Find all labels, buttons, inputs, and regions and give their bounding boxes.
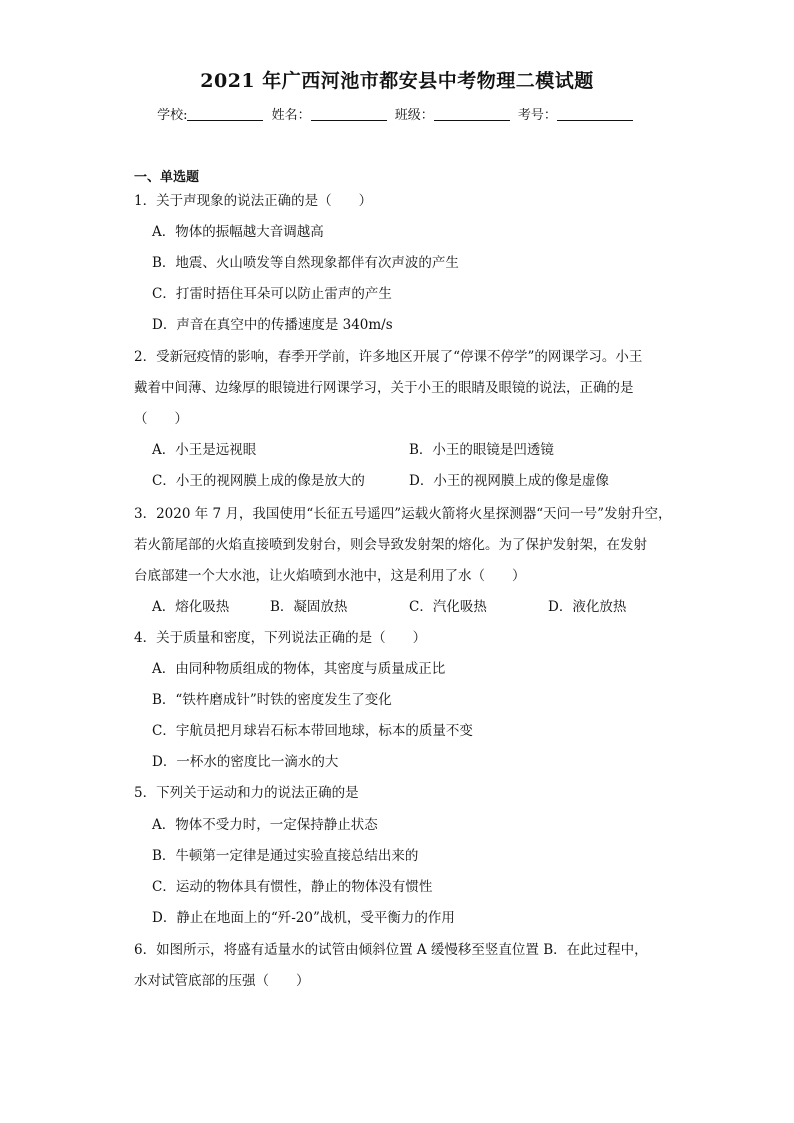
question-2-option-b: B．小王的眼镜是凹透镜 [409,442,554,458]
question-2-option-a: A．小王是远视眼 [152,442,257,458]
name-label: 姓名： [271,108,311,123]
question-6-stem-line-1: 6．如图所示，将盛有适量水的试管由倾斜位置 A 缓慢移至竖直位置 B．在此过程中， [134,942,648,958]
number-blank[interactable] [557,107,633,121]
question-2-option-d: D．小王的视网膜上成的像是虚像 [409,473,609,489]
question-4-option-d: D．一杯水的密度比一滴水的大 [152,754,339,770]
question-3-stem-line-2: 若火箭尾部的火焰直接喷到发射台，则会导致发射架的熔化。为了保护发射架，在发射 [134,537,647,553]
school-blank[interactable] [187,107,263,121]
question-4-option-c: C．宇航员把月球岩石标本带回地球，标本的质量不变 [152,723,473,739]
question-2-option-c: C．小王的视网膜上成的像是放大的 [152,473,365,489]
question-3-option-d: D．液化放热 [548,599,627,615]
question-4-stem: 4．关于质量和密度，下列说法正确的是（ ） [134,630,427,646]
student-info-row [0,104,794,123]
question-5-option-a: A．物体不受力时，一定保持静止状态 [152,817,378,833]
class-label: 班级： [394,108,434,123]
name-blank[interactable] [311,107,387,121]
question-5-option-c: C．运动的物体具有惯性，静止的物体没有惯性 [152,879,433,895]
question-2-stem-line-2: 戴着中间薄、边缘厚的眼镜进行网课学习，关于小王的眼睛及眼镜的说法，正确的是 [134,380,634,396]
question-5-option-b: B．牛顿第一定律是通过实验直接总结出来的 [152,848,419,864]
question-1-option-b: B．地震、火山喷发等自然现象都伴有次声波的产生 [152,255,459,271]
question-1-option-a: A．物体的振幅越大音调越高 [152,224,324,240]
question-2-stem-line-3: （ ） [134,411,188,427]
question-5-option-d: D．静止在地面上的“歼-20”战机，受平衡力的作用 [152,910,455,926]
question-4-option-b: B．“铁杵磨成针”时铁的密度发生了变化 [152,692,392,708]
question-1-option-c: C．打雷时捂住耳朵可以防止雷声的产生 [152,286,392,302]
question-1-option-d: D．声音在真空中的传播速度是 340m/s [152,317,393,333]
question-4-option-a: A．由同种物质组成的物体，其密度与质量成正比 [152,661,446,677]
question-3-option-a: A．熔化吸热 [152,599,230,615]
question-3-stem-line-1: 3．2020 年 7 月，我国使用“长征五号遥四”运载火箭将火星探测器“天问一号”发射升空， [134,506,672,522]
question-3-stem-line-3: 台底部建一个大水池，让火焰喷到水池中，这是利用了水（ ） [134,568,526,584]
question-2-stem-line-1: 2．受新冠疫情的影响，春季开学前，许多地区开展了“停课不停学”的网课学习。小王 [134,349,643,365]
question-3-option-c: C．汽化吸热 [409,599,487,615]
question-6-stem-line-2: 水对试管底部的压强（ ） [134,973,310,989]
section-heading: 一、单选题 [134,170,200,185]
school-label: 学校: [157,108,188,123]
page-title: 2021 年广西河池市都安县中考物理二模试题 [200,70,594,92]
number-label: 考号： [517,108,557,123]
question-3-option-b: B．凝固放热 [270,599,348,615]
question-5-stem: 5．下列关于运动和力的说法正确的是 [134,785,359,801]
class-blank[interactable] [434,107,510,121]
question-1-stem: 1．关于声现象的说法正确的是（ ） [134,193,373,209]
